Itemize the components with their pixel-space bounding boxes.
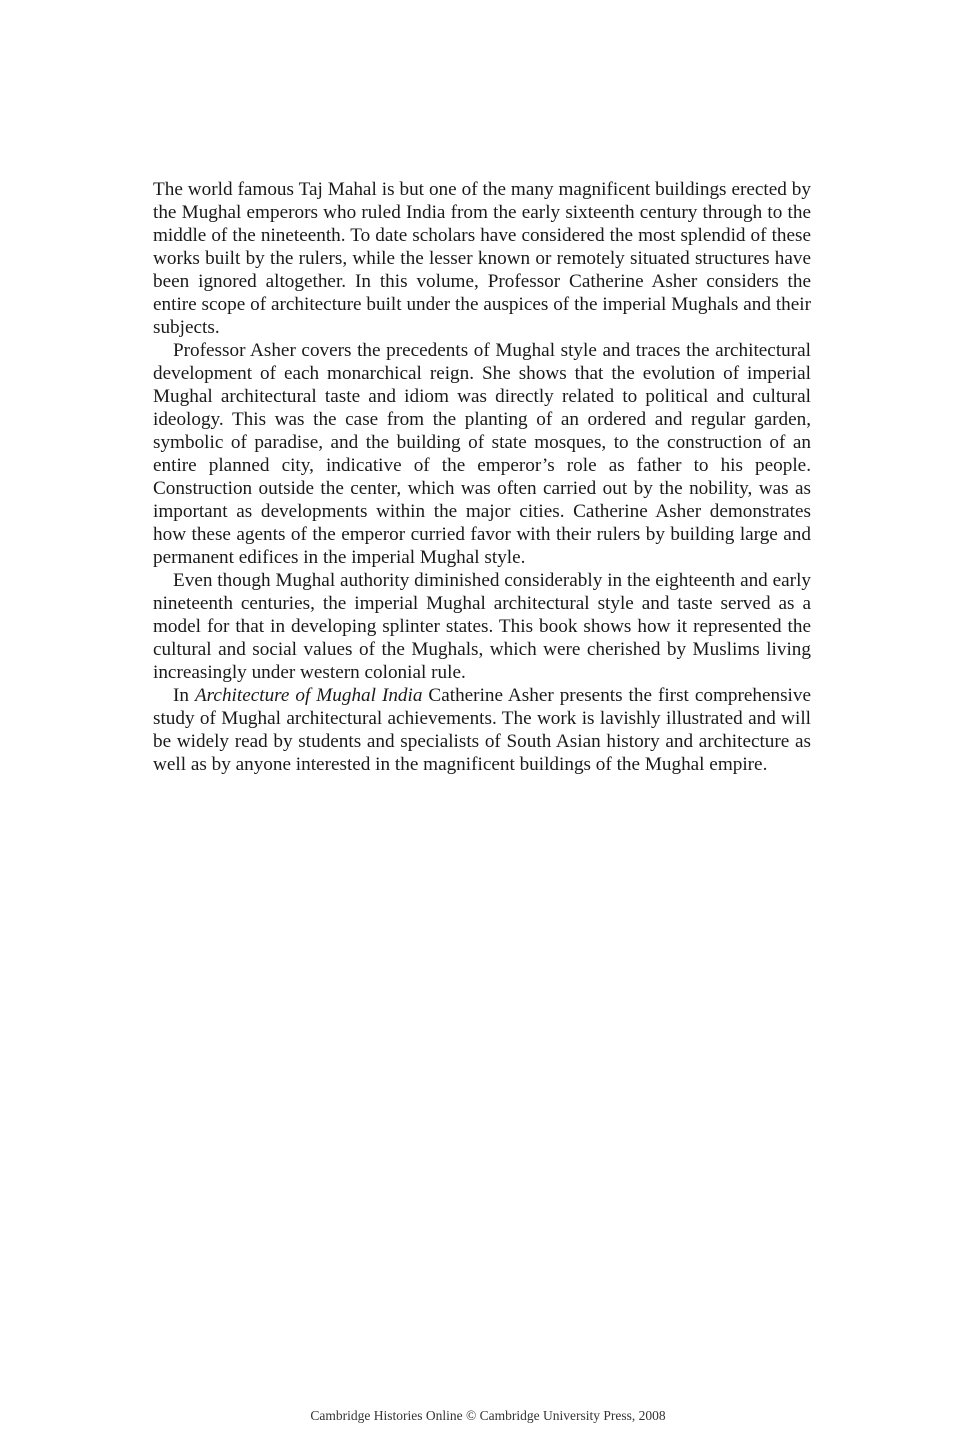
paragraph-summary-prefix: In [173, 685, 195, 706]
page-footer [0, 1407, 976, 1425]
copyright-notice: Cambridge Histories Online © Cambridge University Press, 2008 [310, 1408, 666, 1423]
book-title: Architecture of Mughal India [194, 685, 423, 706]
paragraph-summary [153, 684, 811, 776]
paragraph-intro: The world famous Taj Mahal is but one of the many magnificent buildings erected by the Mughal emperors who ruled India from the early sixteenth century through to the middle of the nineteenth. To date scholars have considered the most splendid of these works built by the rulers, while the lesser known or remotely situated structures have been ignored altogether. In this volume, Professor Catherine Asher considers the entire scope of architecture built under the auspices of the imperial Mughals and their subjects. [153, 179, 811, 338]
paragraph-precedents: Professor Asher covers the precedents of Mughal style and traces the architectural development of each monarchical reign. She shows that the evolution of imperial Mughal architectural taste and idiom was directly related to political and cultural ideology. This was the case from the planting of an ordered and regular garden, symbolic of paradise, and the building of state mosques, to the construction of an entire planned city, indicative of the emperor’s role as father to his people. Construction outside the center, which was often carried out by the nobility, was as important as developments within the major cities. Catherine Asher demonstrates how these agents of the emperor curried favor with their rulers by building large and permanent edifices in the imperial Mughal style. [153, 340, 811, 568]
paragraph-legacy: Even though Mughal authority diminished considerably in the eighteenth and early nineteenth centuries, the imperial Mughal architectural style and taste served as a model for that in developing splinter states. This book shows how it represented the cultural and social values of the Mughals, which were cherished by Muslims living increasingly under western colonial rule. [153, 570, 811, 683]
book-description [153, 178, 811, 776]
paragraph-summary-suffix: Catherine Asher presents the first comprehensive study of Mughal architectural achievements. The work is lavishly illustrated and will be widely read by students and specialists of South Asian history and architecture as well as by anyone interested in the magnificent buildings of the Mughal empire. [153, 685, 811, 775]
